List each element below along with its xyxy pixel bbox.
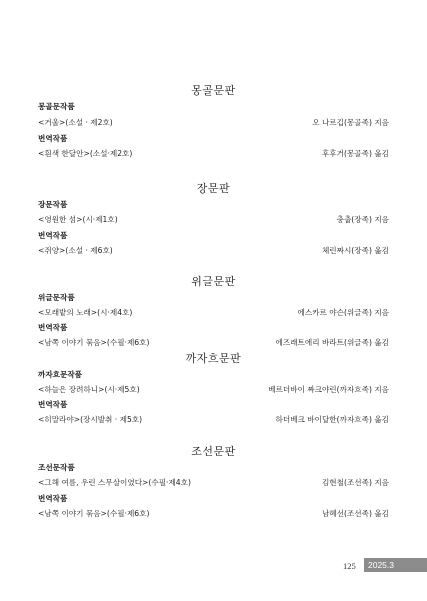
work-credit: 김현철(조선족) 지음 [321, 478, 389, 487]
subhead-original: 몽골문작품 [38, 102, 75, 111]
work-title: <쥐양>(소설 · 제6호) [38, 246, 113, 255]
work-credit: 후후거(몽골족) 옮김 [321, 149, 389, 158]
subhead-original: 장문작품 [38, 200, 68, 209]
work-credit: 에즈래트에리 바라트(위글족) 옮김 [275, 338, 389, 347]
section-title-mongolian: 몽골문판 [191, 84, 236, 97]
section-title-kazakh: 까자흐문판 [185, 352, 242, 365]
subhead-translation: 번역작품 [38, 400, 68, 409]
issue-date: 2025.3 [368, 560, 394, 570]
subhead-original: 조선문작품 [38, 463, 75, 472]
subhead-original: 위글문작품 [38, 293, 75, 302]
work-credit: 에스카르 야슨(위글족) 지음 [297, 308, 389, 317]
subhead-translation: 번역작품 [38, 134, 68, 143]
work-title: <남쪽 이야기 묶음>(수필·제6호) [38, 509, 150, 518]
subhead-original: 까자흐문작품 [38, 370, 83, 379]
work-title: <그해 여름, 우린 스무살이였다>(수필·제4호) [38, 478, 191, 487]
work-credit: 오 나르깁(몽골족) 지음 [312, 118, 389, 127]
page-number: 125 [343, 561, 356, 571]
work-title: <영원한 섬>(시·제1호) [38, 215, 118, 224]
work-title: <하늘은 장려하니>(시·제5호) [38, 385, 140, 394]
section-title-tibetan: 장문판 [196, 182, 231, 195]
subhead-translation: 번역작품 [38, 323, 68, 332]
work-title: <거울>(소설 · 제2호) [38, 118, 113, 127]
work-title: <모래밭의 노래>(시·제4호) [38, 308, 133, 317]
work-credit: 체린짜시(장족) 옮김 [321, 246, 389, 255]
work-title: <남쪽 이야기 묶음>(수필·제6호) [38, 338, 150, 347]
work-credit: 하더베크 바이달한(까자흐족) 옮김 [275, 415, 389, 424]
work-title: <히말라야>(장시발취 · 제5호) [38, 415, 143, 424]
section-title-uyghur: 위글문판 [191, 275, 236, 288]
section-title-korean: 조선문판 [191, 445, 236, 458]
subhead-translation: 번역작품 [38, 494, 68, 503]
work-title: <흰색 한달안>(소설·제2호) [38, 149, 133, 158]
work-credit: 베르더바이 짜크야린(까자흐족) 지음 [268, 385, 389, 394]
work-credit: 남혜선(조선족) 옮김 [321, 509, 389, 518]
subhead-translation: 번역작품 [38, 231, 68, 240]
work-credit: 충춥(장족) 지음 [336, 215, 389, 224]
